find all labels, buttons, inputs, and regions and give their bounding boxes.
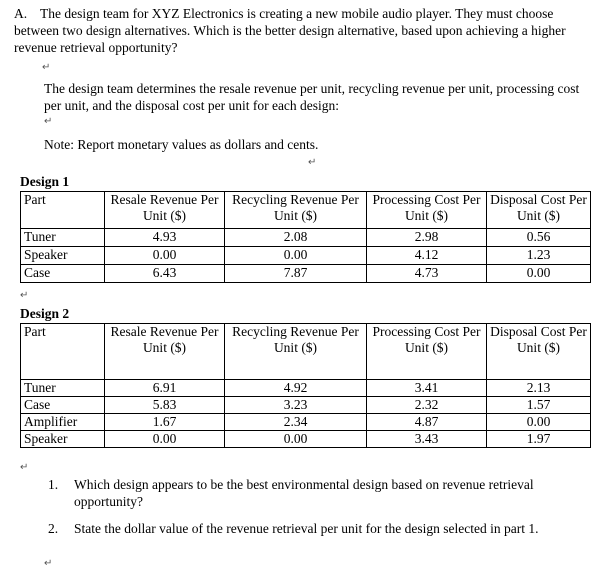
cell-processing: 3.41 [367, 380, 487, 397]
table-row [21, 380, 591, 397]
header-disposal: Disposal Cost Per Unit ($) [487, 192, 591, 229]
cell-part: Case [21, 265, 105, 283]
table-row [21, 397, 591, 414]
cell-part: Amplifier [21, 414, 105, 431]
cell-recycling: 2.34 [225, 414, 367, 431]
design1-title: Design 1 [20, 174, 70, 189]
header-processing: Processing Cost Per Unit ($) [367, 192, 487, 229]
question-text: State the dollar value of the revenue retrieval per unit for the design selected in part 1. [74, 521, 539, 536]
intro-text: The design team determines the resale revenue per unit, recycling revenue per unit, processing cost per unit, and the disposal cost per unit for each design: [44, 81, 580, 113]
cell-part: Speaker [21, 431, 105, 448]
cell-processing: 2.98 [367, 229, 487, 247]
question-list [48, 476, 588, 537]
return-mark: ↵ [44, 558, 53, 569]
table-row [21, 414, 591, 431]
cell-processing: 4.12 [367, 247, 487, 265]
cell-disposal: 0.00 [487, 414, 591, 431]
question-label: A. [14, 6, 28, 21]
cell-part: Tuner [21, 229, 105, 247]
cell-disposal: 0.56 [487, 229, 591, 247]
cell-disposal: 0.00 [487, 265, 591, 283]
cell-recycling: 0.00 [225, 247, 367, 265]
cell-resale: 4.93 [105, 229, 225, 247]
design2-title: Design 2 [20, 306, 70, 321]
cell-recycling: 3.23 [225, 397, 367, 414]
list-item [48, 476, 588, 510]
cell-disposal: 2.13 [487, 380, 591, 397]
header-resale: Resale Revenue Per Unit ($) [105, 324, 225, 380]
question-a [14, 5, 599, 56]
cell-processing: 2.32 [367, 397, 487, 414]
header-part: Part [21, 324, 105, 380]
table-header-row [21, 324, 591, 380]
cell-recycling: 2.08 [225, 229, 367, 247]
cell-recycling: 4.92 [225, 380, 367, 397]
question-number: 2. [48, 521, 59, 536]
question-text: Which design appears to be the best environmental design based on revenue retrieval opportunity? [74, 477, 534, 509]
cell-resale: 0.00 [105, 431, 225, 448]
header-disposal: Disposal Cost Per Unit ($) [487, 324, 591, 380]
cell-resale: 0.00 [105, 247, 225, 265]
cell-part: Tuner [21, 380, 105, 397]
note-text: Note: Report monetary values as dollars and cents. [44, 137, 319, 152]
return-mark: ↵ [44, 116, 53, 127]
cell-part: Case [21, 397, 105, 414]
question-text: The design team for XYZ Electronics is creating a new mobile audio player. They must choose between two design alternatives. Which is the better design alternative, based upon achieving a higher revenue retrieval opportunity? [14, 6, 566, 55]
header-resale: Resale Revenue Per Unit ($) [105, 192, 225, 229]
return-mark: ↵ [42, 62, 51, 73]
question-number: 1. [48, 477, 59, 492]
cell-disposal: 1.57 [487, 397, 591, 414]
cell-processing: 4.87 [367, 414, 487, 431]
header-recycling: Recycling Revenue Per Unit ($) [225, 192, 367, 229]
cell-resale: 6.91 [105, 380, 225, 397]
cell-part: Speaker [21, 247, 105, 265]
cell-resale: 5.83 [105, 397, 225, 414]
table-row [21, 265, 591, 283]
return-mark: ↵ [308, 157, 317, 168]
header-recycling: Recycling Revenue Per Unit ($) [225, 324, 367, 380]
cell-resale: 1.67 [105, 414, 225, 431]
header-part: Part [21, 192, 105, 229]
table-row [21, 431, 591, 448]
cell-disposal: 1.97 [487, 431, 591, 448]
table-header-row [21, 192, 591, 229]
table-row [21, 247, 591, 265]
cell-disposal: 1.23 [487, 247, 591, 265]
cell-resale: 6.43 [105, 265, 225, 283]
cell-processing: 3.43 [367, 431, 487, 448]
cell-processing: 4.73 [367, 265, 487, 283]
return-mark: ↵ [20, 462, 29, 473]
cell-recycling: 7.87 [225, 265, 367, 283]
design2-table [20, 323, 591, 448]
header-processing: Processing Cost Per Unit ($) [367, 324, 487, 380]
list-item [48, 520, 588, 537]
design1-table [20, 191, 591, 283]
cell-recycling: 0.00 [225, 431, 367, 448]
table-row [21, 229, 591, 247]
return-mark: ↵ [20, 290, 29, 301]
